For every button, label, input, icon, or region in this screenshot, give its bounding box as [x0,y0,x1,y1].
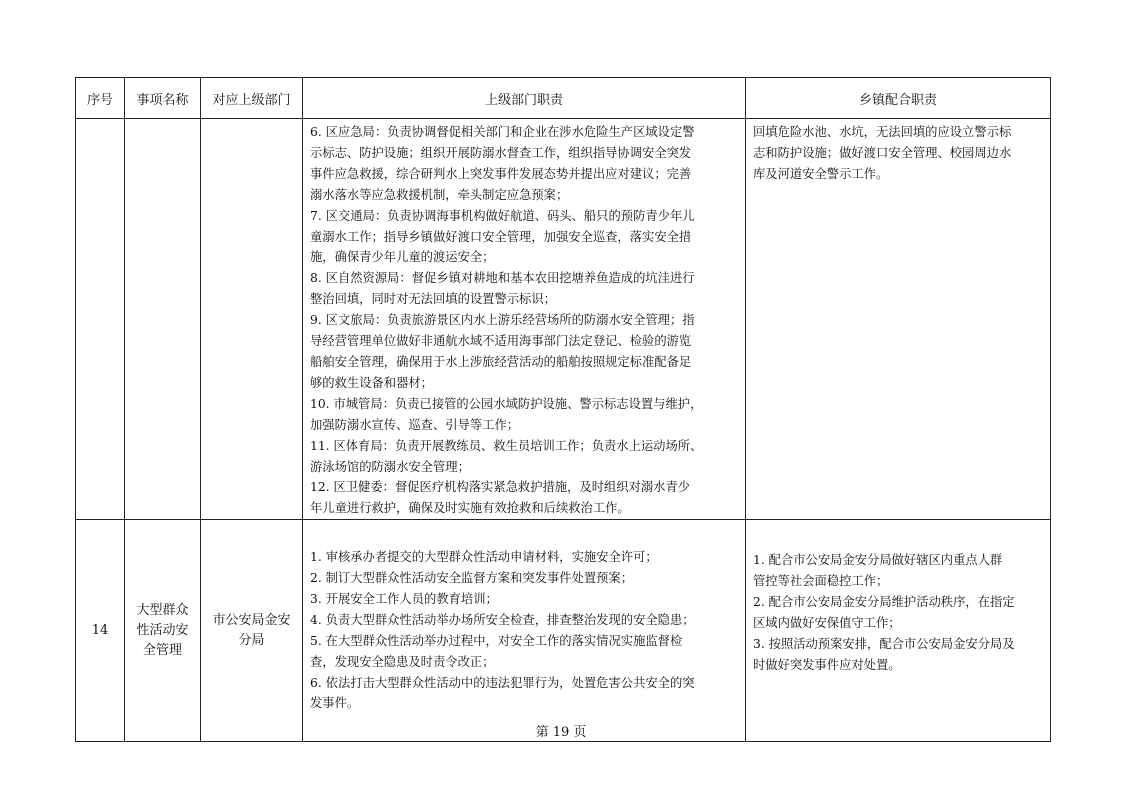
header-name: 事项名称 [125,78,201,119]
duty-table [75,77,1051,742]
item-name-cell [125,119,201,520]
duty-line: 1. 审核承办者提交的大型群众性活动申请材料，实施安全许可； [310,550,658,565]
duty-line: 12. 区卫健委：督促医疗机构落实紧急救护措施，及时组织对溺水青少 [310,480,691,495]
town-duty-line: 管控等社会面稳控工作； [753,574,889,589]
duty-line: 施，确保青少年儿童的渡运安全； [310,250,495,265]
duty-line: 年儿童进行救护，确保及时实施有效抢救和后续救治工作。 [310,501,630,516]
town-duty-line: 区域内做好安保值守工作； [753,615,901,630]
header-town-duties: 乡镇配合职责 [746,78,1051,119]
duty-line: 发事件。 [310,696,360,711]
duty-line: 8. 区自然资源局：督促乡镇对耕地和基本农田挖塘养鱼造成的坑洼进行 [310,271,695,286]
duty-line: 导经营管理单位做好非通航水域不适用海事部门法定登记、检验的游览 [310,334,692,349]
town-duties-cell [746,520,1051,742]
town-duty-line: 库及河道安全警示工作。 [753,166,889,181]
town-duty-line: 志和防护设施；做好渡口安全管理、校园周边水 [753,145,1012,160]
duty-line: 查，发现安全隐患及时责令改正； [310,654,495,669]
duty-line: 5. 在大型群众性活动举办过程中，对安全工作的落实情况实施监督检 [310,633,683,648]
duty-line: 6. 依法打击大型群众性活动中的违法犯罪行为，处置危害公共安全的突 [310,675,695,690]
upper-duties-cell [303,520,746,742]
duty-line: 3. 开展安全工作人员的教育培训； [310,591,498,606]
duty-line: 11. 区体育局：负责开展教练员、救生员培训工作；负责水上运动场所、 [310,438,703,453]
duty-line: 够的救生设备和器材； [310,375,433,390]
duty-line: 4. 负责大型群众性活动举办场所安全检查，排查整治发现的安全隐患； [310,612,695,627]
department-cell: 市公安局金安分局 [201,520,303,742]
header-upper-duties: 上级部门职责 [303,78,746,119]
duty-line: 示标志、防护设施；组织开展防溺水督查工作，组织指导协调安全突发 [310,145,692,160]
header-dept: 对应上级部门 [201,78,303,119]
duty-line: 童溺水工作；指导乡镇做好渡口安全管理，加强安全巡查，落实安全措 [310,229,692,244]
town-duty-line: 1. 配合市公安局金安分局做好辖区内重点人群 [753,553,1003,568]
town-duty-line: 3. 按照活动预案安排，配合市公安局金安分局及 [753,636,1015,651]
table-row [76,520,1051,742]
item-name-cell: 大型群众性活动安全管理 [125,520,201,742]
duty-line: 2. 制订大型群众性活动安全监督方案和突发事件处置预案； [310,571,634,585]
duty-line: 6. 区应急局：负责协调督促相关部门和企业在涉水危险生产区域设定警 [310,125,695,139]
town-duty-line: 2. 配合市公安局金安分局维护活动秩序，在指定 [753,595,1015,610]
row-number-cell [76,119,125,520]
table-header-row [76,78,1051,119]
duty-line: 溺水落水等应急救援机制，牵头制定应急预案； [310,187,569,202]
duty-line: 事件应急救援，综合研判水上突发事件发展态势并提出应对建议；完善 [310,166,692,181]
duty-line: 游泳场馆的防溺水安全管理； [310,459,470,474]
town-duty-line: 时做好突发事件应对处置。 [753,657,901,672]
duty-line: 加强防溺水宣传、巡查、引导等工作； [310,417,520,432]
duty-line: 10. 市城管局：负责已接管的公园水域防护设施、警示标志设置与维护， [310,396,703,411]
table-row [76,119,1051,520]
duty-line: 7. 区交通局：负责协调海事机构做好航道、码头、船只的预防青少年儿 [310,208,695,223]
row-number-cell: 14 [76,520,125,742]
town-duty-line: 回填危险水池、水坑，无法回填的应设立警示标 [753,125,1012,139]
upper-duties-cell [303,119,746,520]
duty-line: 整治回填，同时对无法回填的设置警示标识； [310,292,556,307]
header-no: 序号 [76,78,125,119]
duty-line: 9. 区文旅局：负责旅游景区内水上游乐经营场所的防溺水安全管理；指 [310,313,695,328]
town-duties-cell [746,119,1051,520]
department-cell [201,119,303,520]
page-number: 第 19 页 [535,725,587,740]
duty-line: 船舶安全管理，确保用于水上涉旅经营活动的船舶按照规定标准配备足 [310,354,692,369]
